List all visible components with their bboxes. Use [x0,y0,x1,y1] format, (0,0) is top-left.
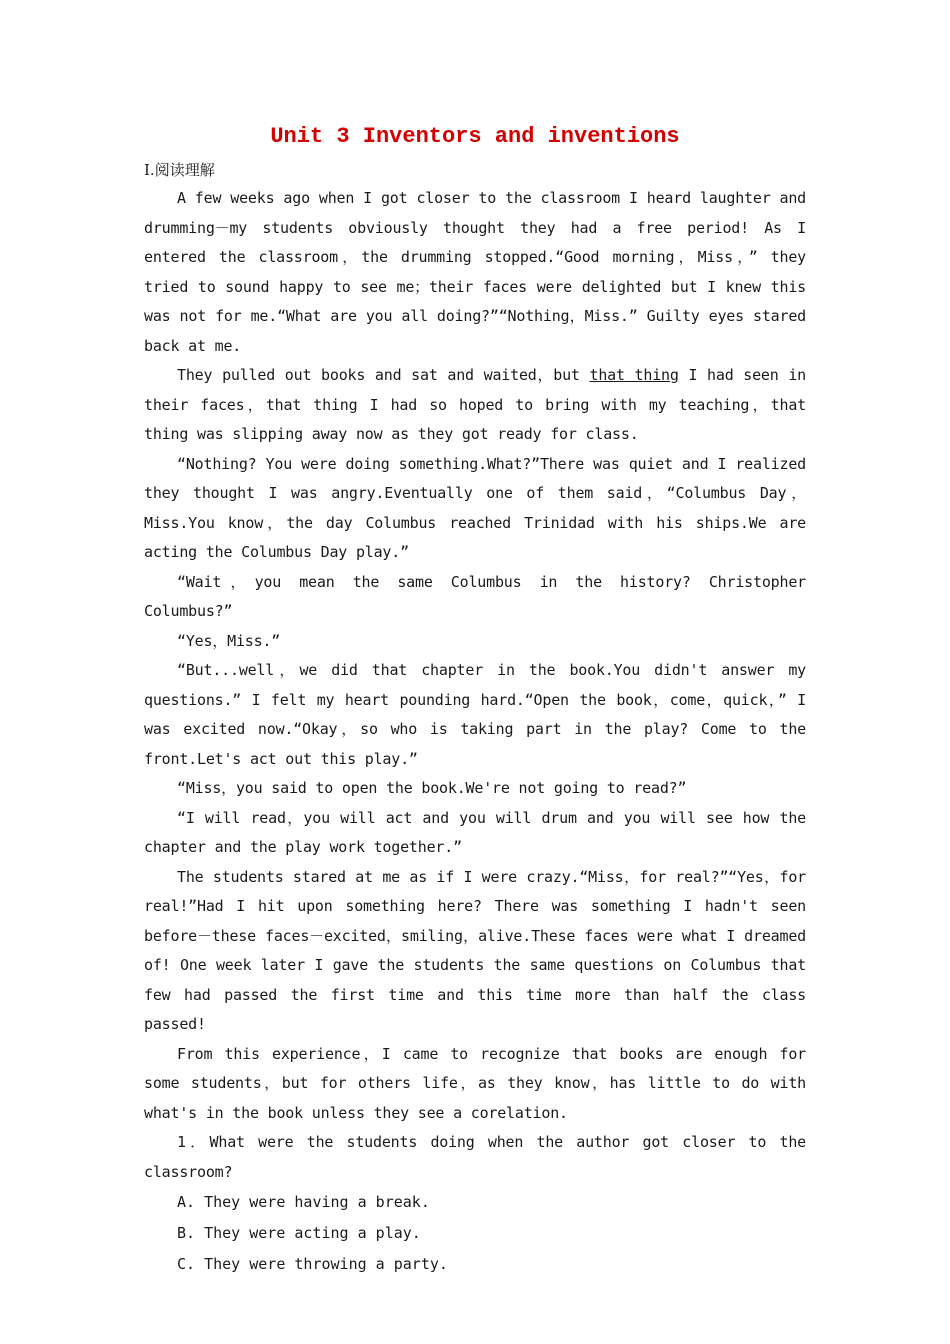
paragraph-10: From this experience，I came to recognize that books are enough for some students，but for others life，as they know，has little to do with what's in the book unless they see a corelation. [144,1044,806,1122]
option-c: C. They were throwing a party. [177,1255,448,1273]
page-title: Unit 3 Inventors and inventions [270,124,680,149]
paragraph-3: “Nothing? You were doing something.What?”There was quiet and I realized they thought I was angry.Eventually one of them said，“Columbus Day，Miss.You know，the day Columbus reached Trinidad with his ships.We are acting the Columbus Day play.” [144,454,806,561]
paragraph-4: “Wait，you mean the same Columbus in the history? Christopher Columbus?” [144,572,806,620]
paragraph-1: A few weeks ago when I got closer to the classroom I heard laughter and drumming－my students obviously thought they had a free period! As I entered the classroom，the drumming stopped.“Good morning，Miss，” they tried to sound happy to see me；their faces were delighted but I knew this was not for me.“What are you all doing?”“Nothing，Miss.” Guilty eyes stared back at me. [144,189,806,355]
paragraph-2-after: I had seen in their faces，that thing I had so hoped to bring with my teaching，that thing was slipping away now as they got ready for class. [144,366,806,443]
option-a: A. They were having a break. [177,1193,430,1211]
paragraph-2-before: They pulled out books and sat and waited，but [177,366,590,384]
underlined-phrase: that thing [589,366,679,384]
paragraph-9: The students stared at me as if I were crazy.“Miss，for real?”“Yes，for real!”Had I hit upon something here? There was something I hadn't seen before－these faces－excited，smiling，alive.These faces were what I dreamed of! One week later I gave the students the same questions on Columbus that few had passed the first time and this time more than half the class passed! [144,867,806,1033]
paragraph-8: “I will read，you will act and you will drum and you will see how the chapter and the play work together.” [144,808,806,856]
section-label: I.阅读理解 [144,161,215,179]
paragraph-6: “But...well，we did that chapter in the book.You didn't answer my questions.” I felt my heart pounding hard.“Open the book，come，quick，” I was excited now.“Okay，so who is taking part in the play? Come to the front.Let's act out this play.” [144,661,806,768]
document-page [144,118,806,1280]
option-b: B. They were acting a play. [177,1224,421,1242]
paragraph-7: “Miss，you said to open the book.We're not going to read?” [177,779,687,797]
paragraph-2 [144,361,806,450]
paragraph-5: “Yes，Miss.” [177,631,281,650]
question-stem: 1．What were the students doing when the author got closer to the classroom? [144,1133,806,1181]
